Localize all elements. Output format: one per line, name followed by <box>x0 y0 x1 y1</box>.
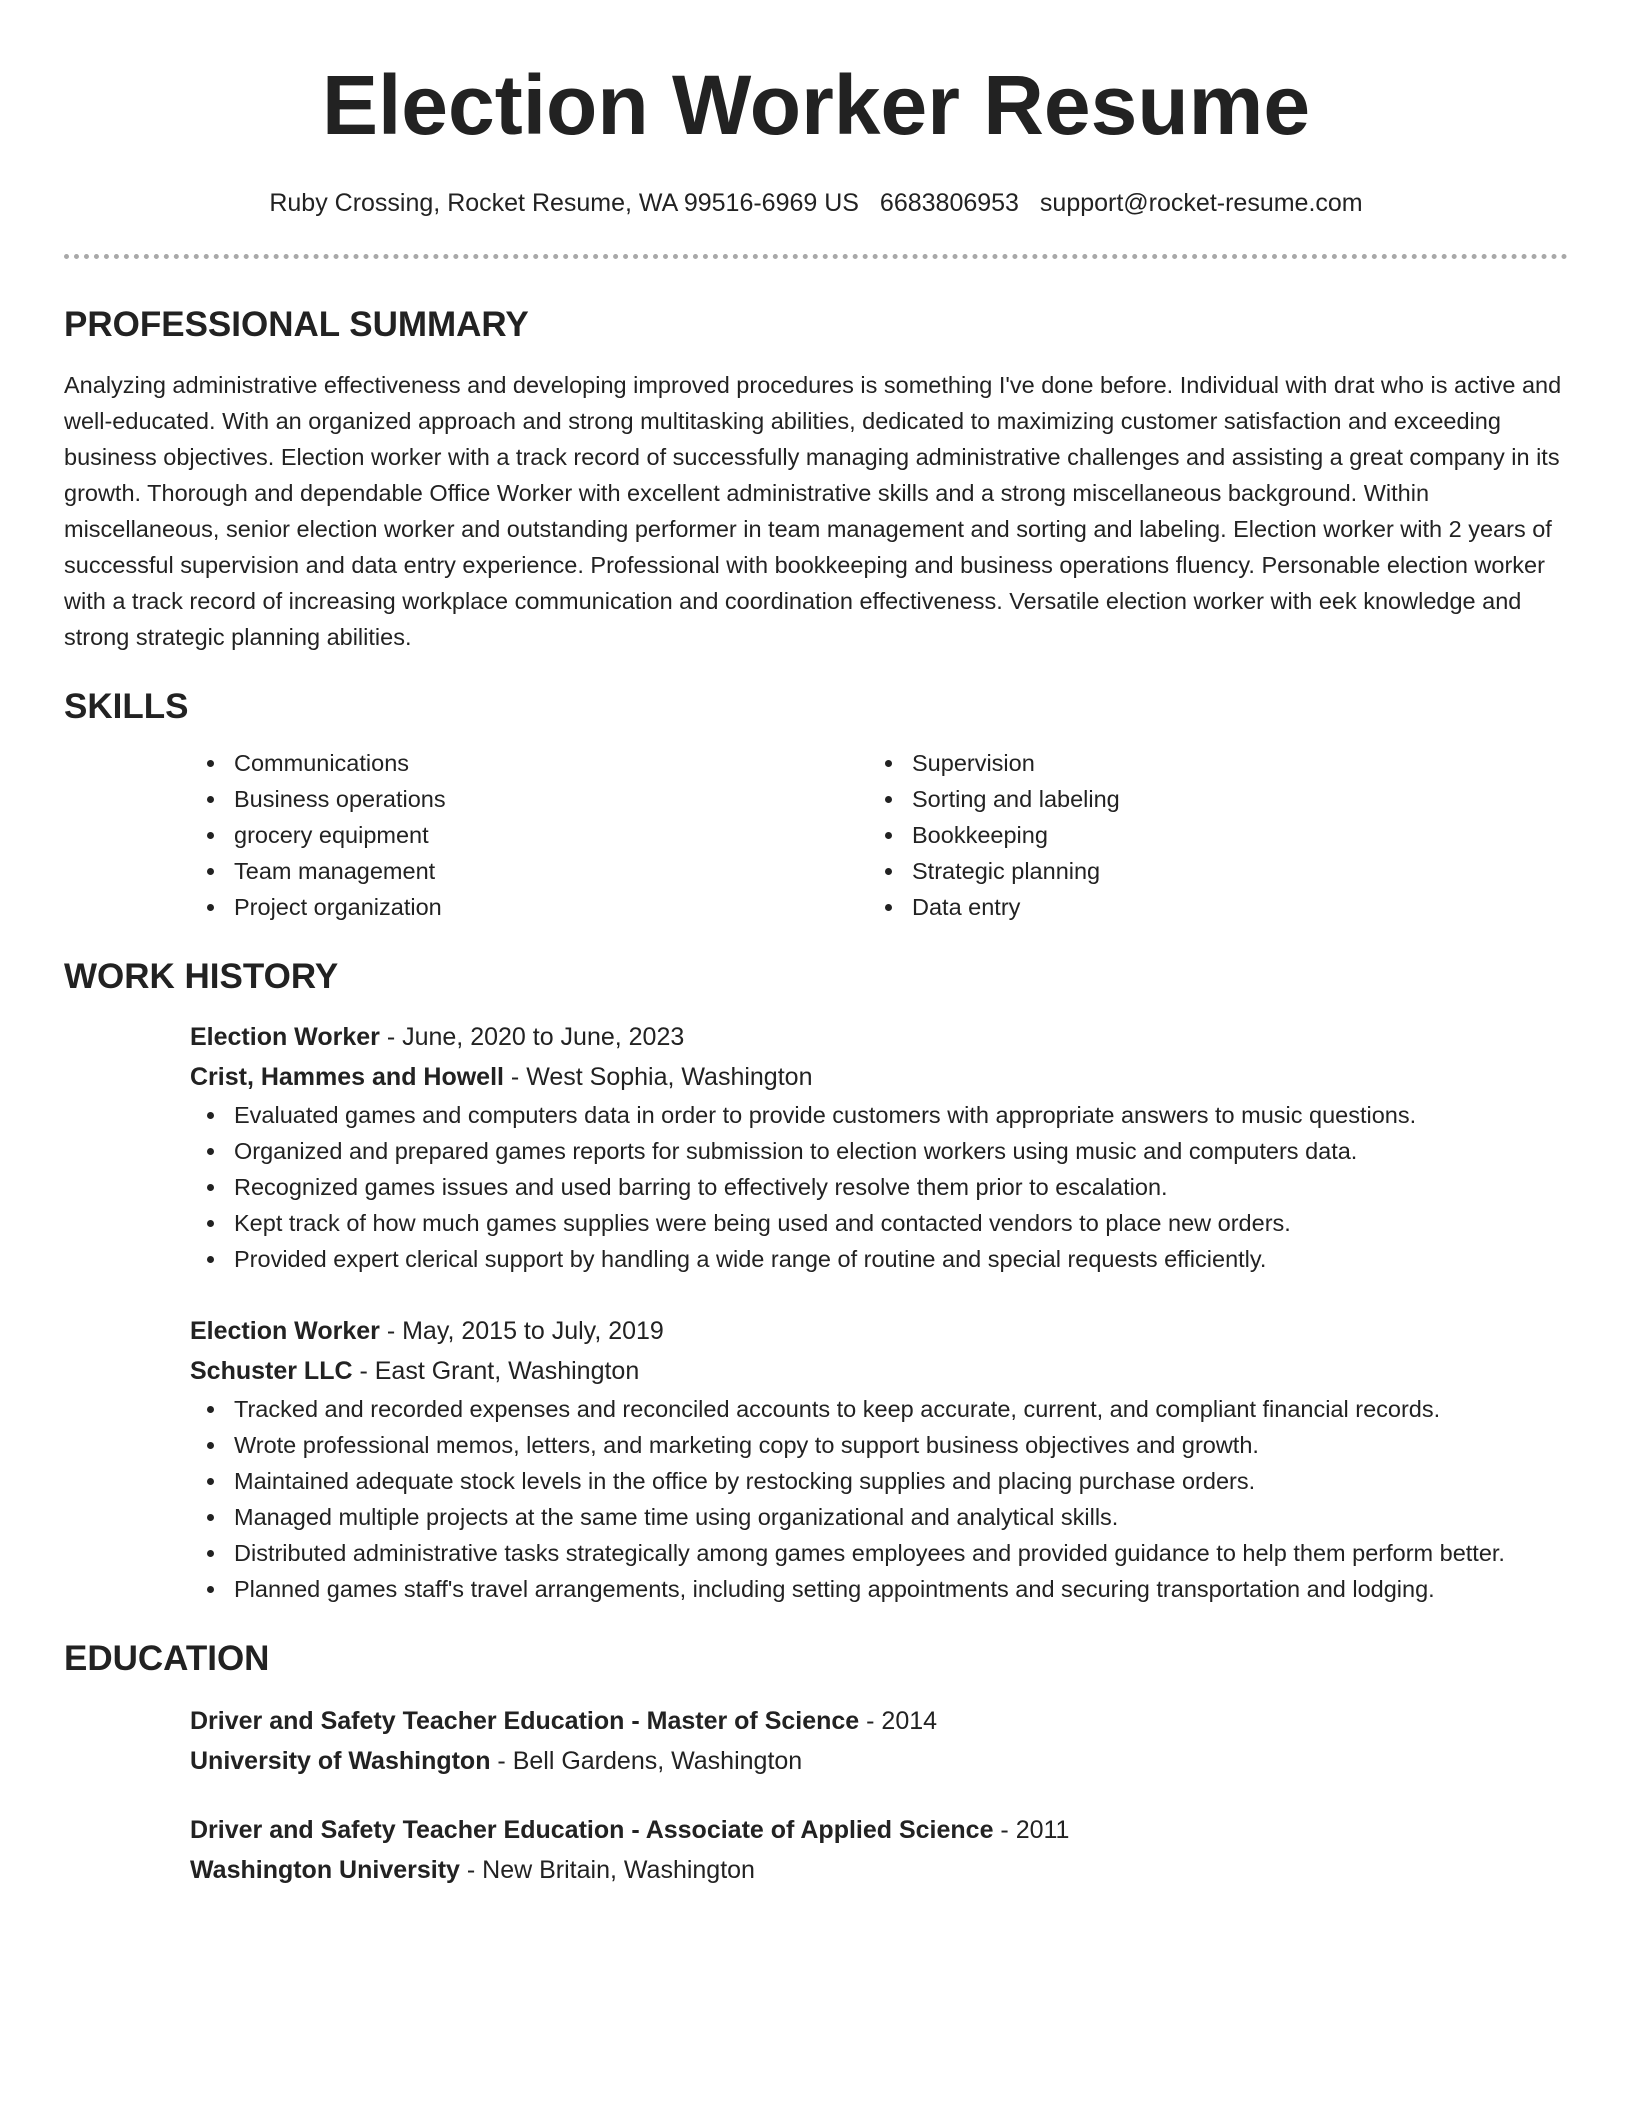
education-section <box>64 1637 1568 1890</box>
education-year: - 2011 <box>993 1816 1070 1844</box>
summary-heading: PROFESSIONAL SUMMARY <box>64 305 529 344</box>
skills-heading: SKILLS <box>64 687 189 726</box>
job-bullet: Organized and prepared games reports for submission to election workers using music and computers data. <box>190 1133 1568 1169</box>
skill-item: Supervision <box>868 745 1546 781</box>
work-section <box>64 955 1568 1607</box>
summary-text: Analyzing administrative effectiveness and developing improved procedures is something I've done before. Individual with drat who is active and well-educated. With an organized approach and strong multitasking abilities, dedicated to maximizing customer satisfaction and exceeding business objectives. Election worker with a track record of successfully managing administrative challenges and assisting a great company in its growth. Thorough and dependable Office Worker with excellent administrative skills and a strong miscellaneous background. Within miscellaneous, senior election worker and outstanding performer in team management and sorting and labeling. Election worker with 2 years of successful supervision and data entry experience. Professional with bookkeeping and business operations fluency. Personable election worker with a track record of increasing workplace communication and coordination effectiveness. Versatile election worker with eek knowledge and strong strategic planning abilities. <box>64 372 1562 650</box>
education-degree: Driver and Safety Teacher Education - Master of Science <box>190 1707 860 1735</box>
resume-title: Election Worker Resume <box>321 58 1311 152</box>
education-heading: EDUCATION <box>64 1639 270 1678</box>
job-bullets <box>190 1391 1568 1607</box>
contact-email: support@rocket-resume.com <box>1039 189 1363 217</box>
job-company-line <box>190 1351 1568 1391</box>
job-title-line <box>190 1311 1568 1351</box>
education-location: - New Britain, Washington <box>459 1856 755 1884</box>
job-bullet: Kept track of how much games supplies were being used and contacted vendors to place new orders. <box>190 1205 1568 1241</box>
skills-list-right <box>868 745 1546 925</box>
education-school: University of Washington <box>190 1747 491 1775</box>
job-location: - East Grant, Washington <box>352 1357 640 1385</box>
job-dates: - May, 2015 to July, 2019 <box>379 1317 664 1345</box>
job-entry <box>190 1017 1568 1277</box>
education-location: - Bell Gardens, Washington <box>490 1747 803 1775</box>
education-school: Washington University <box>190 1856 460 1884</box>
education-entry <box>190 1810 1568 1890</box>
summary-section <box>64 303 1568 655</box>
skill-item: Project organization <box>190 889 868 925</box>
skills-list-left <box>190 745 868 925</box>
education-degree: Driver and Safety Teacher Education - Associate of Applied Science <box>190 1816 994 1844</box>
job-bullet: Wrote professional memos, letters, and marketing copy to support business objectives and growth. <box>190 1427 1568 1463</box>
education-entry <box>190 1701 1568 1781</box>
job-bullet: Provided expert clerical support by handling a wide range of routine and special requests efficiently. <box>190 1241 1568 1277</box>
header-divider <box>64 254 1568 259</box>
job-bullet: Distributed administrative tasks strategically among games employees and provided guidance to help them perform better. <box>190 1535 1568 1571</box>
job-bullets <box>190 1097 1568 1277</box>
job-dates: - June, 2020 to June, 2023 <box>379 1023 685 1051</box>
skill-item: grocery equipment <box>190 817 868 853</box>
job-title-line <box>190 1017 1568 1057</box>
contact-address: Ruby Crossing, Rocket Resume, WA 99516-6969 US <box>269 189 859 217</box>
skill-item: Sorting and labeling <box>868 781 1546 817</box>
job-company: Schuster LLC <box>190 1357 353 1385</box>
job-bullet: Evaluated games and computers data in order to provide customers with appropriate answers to music questions. <box>190 1097 1568 1133</box>
work-heading: WORK HISTORY <box>64 957 339 996</box>
job-title: Election Worker <box>190 1317 380 1345</box>
contact-phone: 6683806953 <box>879 189 1019 217</box>
education-school-line <box>190 1741 1568 1781</box>
skill-item: Team management <box>190 853 868 889</box>
skill-item: Strategic planning <box>868 853 1546 889</box>
skill-item: Communications <box>190 745 868 781</box>
education-school-line <box>190 1850 1568 1890</box>
contact-info <box>0 188 1632 218</box>
job-bullet: Maintained adequate stock levels in the office by restocking supplies and placing purchase orders. <box>190 1463 1568 1499</box>
job-title: Election Worker <box>190 1023 380 1051</box>
education-degree-line <box>190 1810 1568 1850</box>
job-location: - West Sophia, Washington <box>503 1063 813 1091</box>
job-entry <box>190 1311 1568 1607</box>
skills-grid <box>190 745 1568 925</box>
job-bullet: Managed multiple projects at the same time using organizational and analytical skills. <box>190 1499 1568 1535</box>
skill-item: Data entry <box>868 889 1546 925</box>
job-company: Crist, Hammes and Howell <box>190 1063 504 1091</box>
skills-section <box>64 685 1568 925</box>
job-bullet: Tracked and recorded expenses and reconciled accounts to keep accurate, current, and compliant financial records. <box>190 1391 1568 1427</box>
job-company-line <box>190 1057 1568 1097</box>
job-bullet: Planned games staff's travel arrangements, including setting appointments and securing transportation and lodging. <box>190 1571 1568 1607</box>
education-degree-line <box>190 1701 1568 1741</box>
skill-item: Business operations <box>190 781 868 817</box>
education-year: - 2014 <box>859 1707 938 1735</box>
skill-item: Bookkeeping <box>868 817 1546 853</box>
job-bullet: Recognized games issues and used barring to effectively resolve them prior to escalation. <box>190 1169 1568 1205</box>
